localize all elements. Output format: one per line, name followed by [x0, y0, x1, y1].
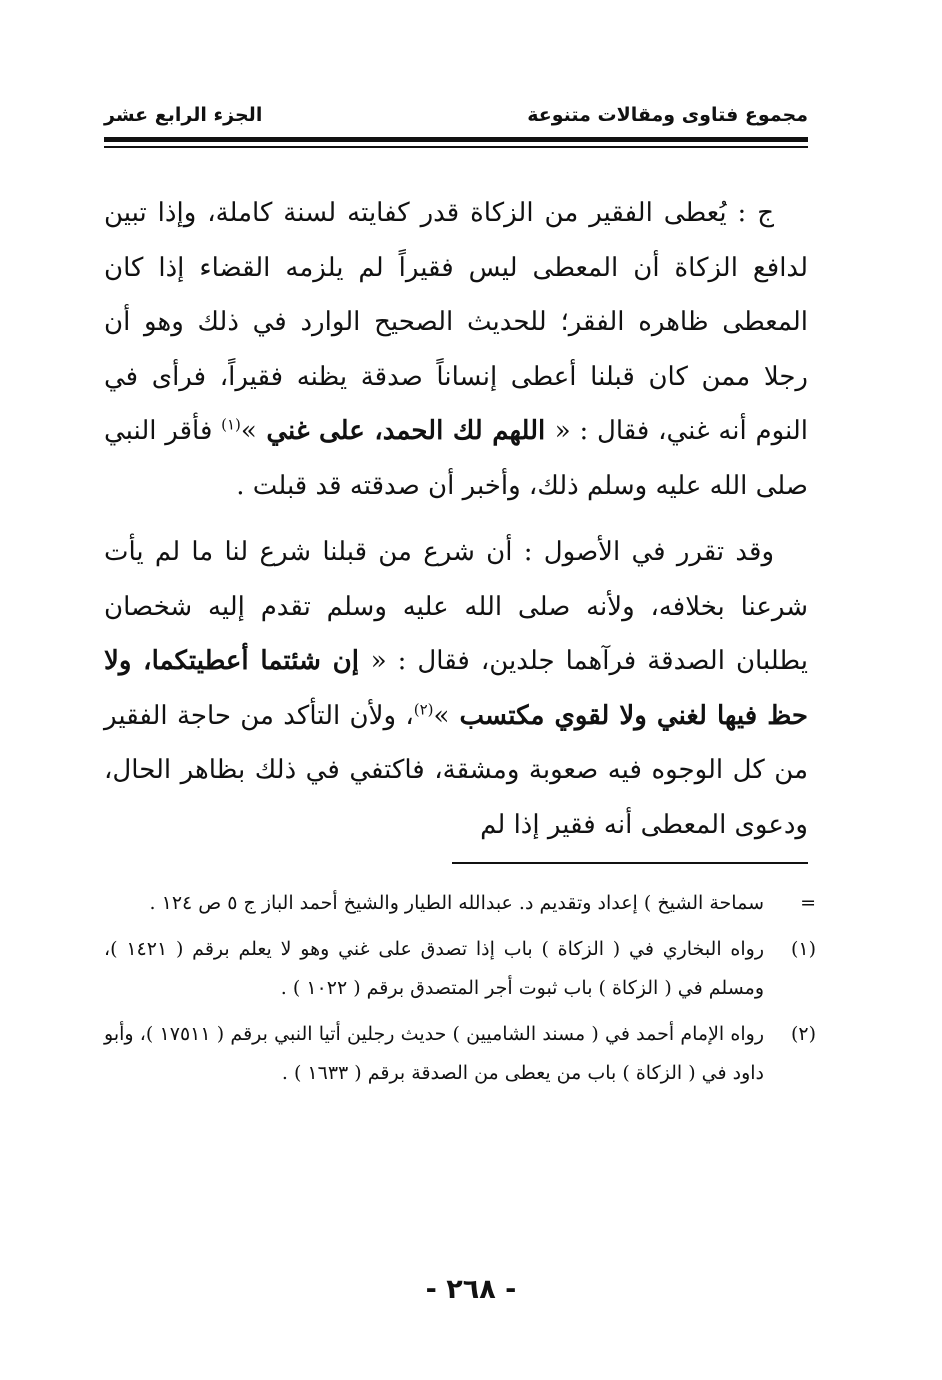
- running-header: [104, 104, 808, 134]
- header-volume: الجزء الرابع عشر: [104, 104, 263, 126]
- paragraph-2-text: وقد تقرر في الأصول : أن شرع من قبلنا شرع لنا ما لم يأت شرعنا بخلافه، ولأنه صلى الله عليه وسلم تقدم إليه شخصان يطلبان الصدقة فرآهما جلدين، فقال : «: [104, 537, 808, 676]
- paragraph-2: [104, 525, 808, 852]
- paragraph-1-text: ج : يُعطى الفقير من الزكاة قدر كفايته لسنة كاملة، وإذا تبين لدافع الزكاة أن المعطى ليس فقيراً لم يلزمه القضاء إذا كان المعطى ظاهره الفقر؛ للحديث الصحيح الوارد في ذلك وهو أن رجلا ممن كان قبلنا أعطى إنساناً صدقة يظنه فقيراً، فرأى في النوم أنه غني، فقال : «: [104, 198, 808, 446]
- footnote-separator: [452, 862, 808, 864]
- paragraph-1-quote-close: »: [240, 416, 257, 446]
- paragraph-2-text-end: ، ولأن التأكد من حاجة الفقير من كل الوجوه فيه صعوبة ومشقة، فاكتفي في ذلك بظاهر الحال، ودعوى المعطى أنه فقير إذا لم: [104, 700, 808, 840]
- footnote-marker: =: [800, 892, 816, 914]
- paragraph-2-hadith-quote: إن شئتما أعطيتكما، ولا حظ فيها لغني ولا لقوي مكتسب: [104, 646, 808, 731]
- header-rule-thick: [104, 137, 808, 142]
- header-rule-thin: [104, 146, 808, 148]
- paragraph-2-quote-close: »: [433, 700, 450, 731]
- header-book-title: مجموع فتاوى ومقالات متنوعة: [527, 104, 808, 126]
- footnote-1: [104, 930, 816, 1009]
- footnote-text: رواه الإمام أحمد في ( مسند الشاميين ) حديث رجلين أتيا النبي برقم ( ١٧٥١١ )، وأبو داود في ( الزكاة ) باب من يعطى من الصدقة برقم ( ١٦٣٣ ) .: [104, 1022, 764, 1084]
- footnotes: [104, 884, 816, 1100]
- footnote-marker: (٢): [790, 1022, 816, 1045]
- footnote-ref-1[interactable]: (١): [221, 415, 241, 434]
- page-number: - ٢٦٨ -: [425, 1274, 517, 1305]
- footnote-continued: [104, 884, 816, 924]
- footnote-ref-2[interactable]: (٢): [413, 699, 434, 718]
- footnote-2: [104, 1015, 816, 1094]
- main-text: [104, 186, 808, 852]
- footnote-text: رواه البخاري في ( الزكاة ) باب إذا تصدق على غني وهو لا يعلم برقم ( ١٤٢١ )، ومسلم في ( الزكاة ) باب ثبوت أجر المتصدق برقم ( ١٠٢٢ ) .: [104, 937, 764, 999]
- paragraph-1-text-end: فأقر النبي صلى الله عليه وسلم ذلك، وأخبر أن صدقته قد قبلت .: [104, 416, 808, 501]
- footnote-marker: (١): [790, 937, 816, 960]
- paragraph-1: [104, 186, 808, 513]
- paragraph-1-hadith-quote: اللهم لك الحمد، على غني: [256, 416, 555, 446]
- footnote-text: سماحة الشيخ ) إعداد وتقديم د. عبدالله الطيار والشيخ أحمد الباز ج ٥ ص ١٢٤ .: [149, 892, 764, 914]
